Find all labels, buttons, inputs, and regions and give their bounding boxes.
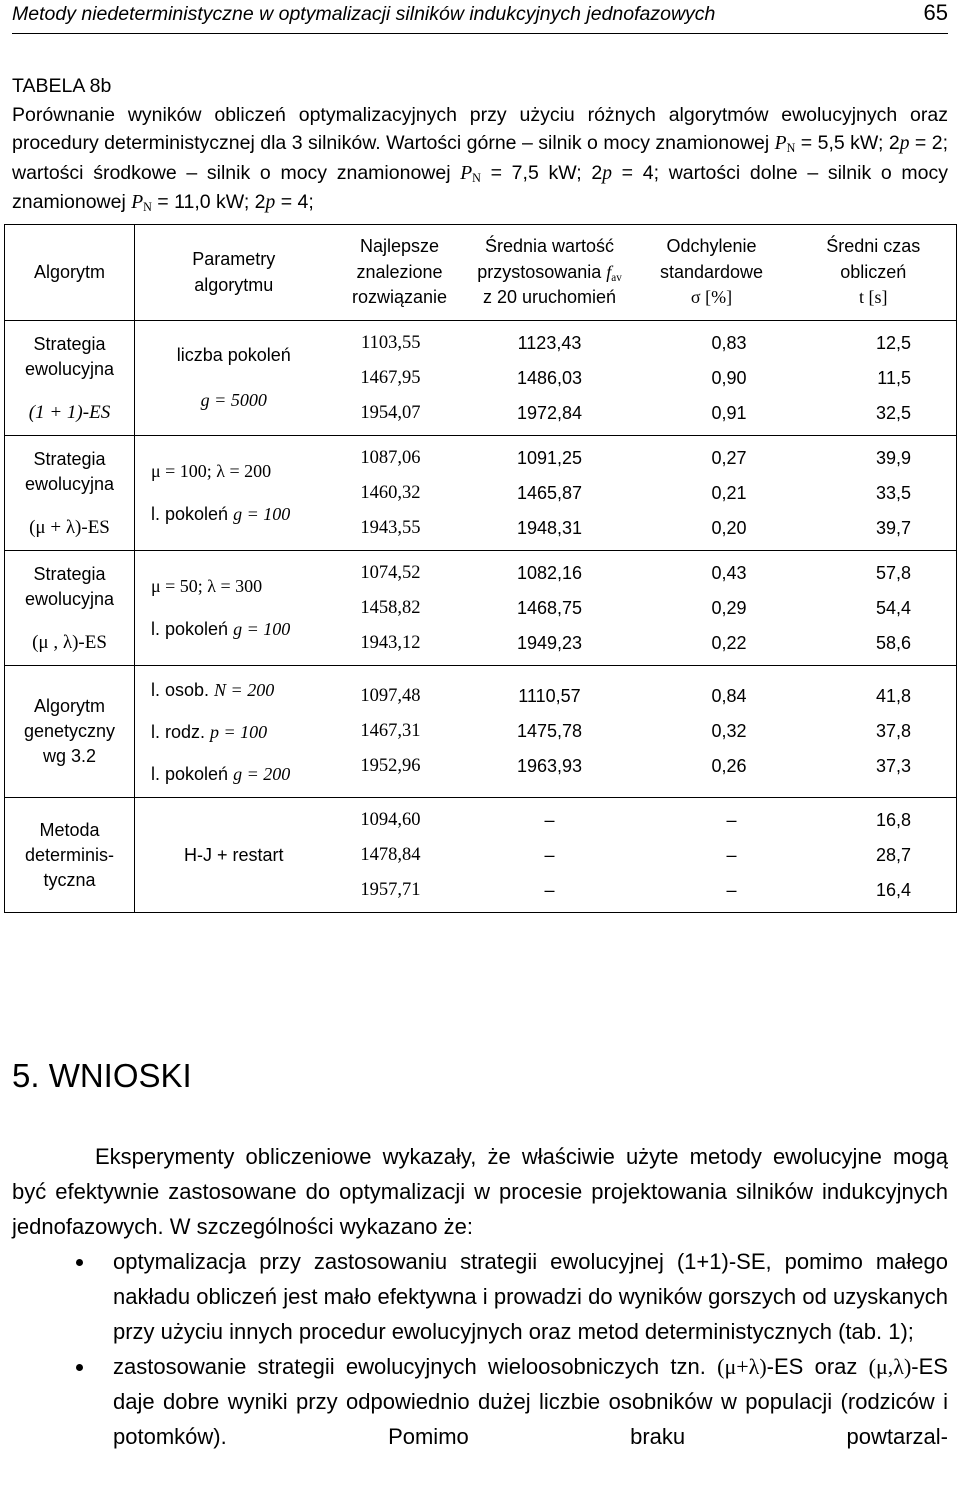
std-cell: 0,84 0,32 0,26: [633, 666, 791, 798]
std-cell: 0,27 0,21 0,20: [633, 436, 791, 551]
table-row: [5, 321, 957, 436]
std-cell: 0,43 0,29 0,22: [633, 551, 791, 666]
mean-cell: 1123,43 1486,03 1972,84: [516, 332, 583, 423]
time-cell: 39,9 33,5 39,7: [791, 436, 957, 551]
intro-paragraph: Eksperymenty obliczeniowe wykazały, że właściwie użyte metody ewolucyjne mogą być efektywnie zastosowane do optymalizacji w procesie projektowania silników indukcyjnych jednofazowych. W szczególności wykazano że:: [12, 1144, 948, 1239]
caption-text: Porównanie wyników obliczeń optymalizacyjnych przy użyciu różnych algorytmów ewolucyjnych oraz procedury deterministycznej dla 3 silników. Wartości górne – silnik o mocy znamionowej $P_N = 5,5$ kW; 2p = 2; wartości środkowe – silnik o mocy znamionowej $P_N = 7,5$ kW; 2p = 4; wartości dolne – silnik o mocy znamionowej $P_N = 11,0$ kW; 2p = 4;: [12, 103, 949, 214]
table-label: TABELA 8b: [12, 75, 112, 97]
page-number: 65: [923, 0, 948, 25]
params-cell: l. osob. N = 200 l. rodz. p = 100 l. pokoleń g = 200: [135, 666, 333, 798]
time-cell: 16,8 28,7 16,4: [791, 798, 957, 913]
algorithm-cell: Strategia ewolucyjna (1 + 1)-ES: [5, 321, 135, 436]
table-row: [5, 666, 957, 798]
time-cell: 57,8 54,4 58,6: [791, 551, 957, 666]
table-caption: [12, 72, 948, 218]
params-cell: μ = 100; λ = 200 l. pokoleń g = 100: [135, 436, 333, 551]
std-cell: 0,83 0,90 0,91: [711, 332, 747, 423]
algorithm-cell: Strategia ewolucyjna (μ , λ)-ES: [5, 551, 135, 666]
header-algorithm: Algorytm: [5, 225, 135, 321]
params-cell: liczba pokoleń g = 5000: [176, 345, 291, 410]
list-item: optymalizacja przy zastosowaniu strategii ewolucyjnej (1+1)-SE, pomimo małego nakładu obliczeń jest mało efektywna i prowadzi do wyników gorszych od uzyskanych przy użyciu innych procedur ewolucyjnych oraz metod deterministycznych (tab. 1);: [12, 1244, 948, 1349]
header-std: Odchylenie standardowe σ [%]: [633, 225, 791, 321]
header-time: Średni czas obliczeń t [s]: [791, 225, 957, 321]
list-item: zastosowanie strategii ewolucyjnych wieloosobniczych tzn. (μ+λ)-ES oraz (μ,λ)-ES daje dobre wyniki przy odpowiednio dużej liczbie osobników w populacji (rodziców i potomków). Pomimo braku powtarzal-: [12, 1349, 948, 1454]
bullet-icon: [76, 1364, 83, 1371]
time-cell: 41,8 37,8 37,3: [791, 666, 957, 798]
header-mean: Średnia wartość przystosowania $f_{av}$ z 20 uruchomień: [467, 225, 633, 321]
bullet-icon: [76, 1259, 83, 1266]
header-title: Metody niedeterministyczne w optymalizacji silników indukcyjnych jednofazowych: [12, 3, 716, 25]
table-header-row: [5, 225, 957, 321]
conclusions-list: [12, 1244, 948, 1454]
best-cell: 1087,06 1460,32 1943,55: [333, 436, 467, 551]
best-cell: 1094,60 1478,84 1957,71: [333, 798, 467, 913]
mean-cell: 1082,16 1468,75 1949,23: [467, 551, 633, 666]
algorithm-cell: Algorytm genetyczny wg 3.2: [5, 666, 135, 798]
table-row: [5, 551, 957, 666]
results-table: [4, 224, 957, 913]
mean-cell: – – –: [467, 798, 633, 913]
time-cell: 12,5 11,5 32,5: [875, 332, 911, 423]
header-best: Najlepsze znalezione rozwiązanie: [333, 225, 467, 321]
section-heading: 5. WNIOSKI: [12, 1057, 192, 1094]
running-header: [12, 0, 948, 32]
params-cell: μ = 50; λ = 300 l. pokoleń g = 100: [135, 551, 333, 666]
algorithm-cell: Strategia ewolucyjna (μ + λ)-ES: [5, 436, 135, 551]
best-cell: 1097,48 1467,31 1952,96: [333, 666, 467, 798]
header-rule: [12, 33, 948, 34]
table-row: [5, 798, 957, 913]
mean-cell: 1091,25 1465,87 1948,31: [467, 436, 633, 551]
algorithm-cell: Metoda determinis- tyczna: [5, 798, 135, 913]
best-cell: 1074,52 1458,82 1943,12: [333, 551, 467, 666]
best-cell: 1103,55 1467,95 1954,07: [360, 332, 421, 423]
header-params: Parametry algorytmu: [135, 225, 333, 321]
conclusions-body: [12, 1139, 948, 1454]
table-row: [5, 436, 957, 551]
std-cell: – – –: [633, 798, 791, 913]
params-cell: H-J + restart: [135, 798, 333, 913]
mean-cell: 1110,57 1475,78 1963,93: [467, 666, 633, 798]
